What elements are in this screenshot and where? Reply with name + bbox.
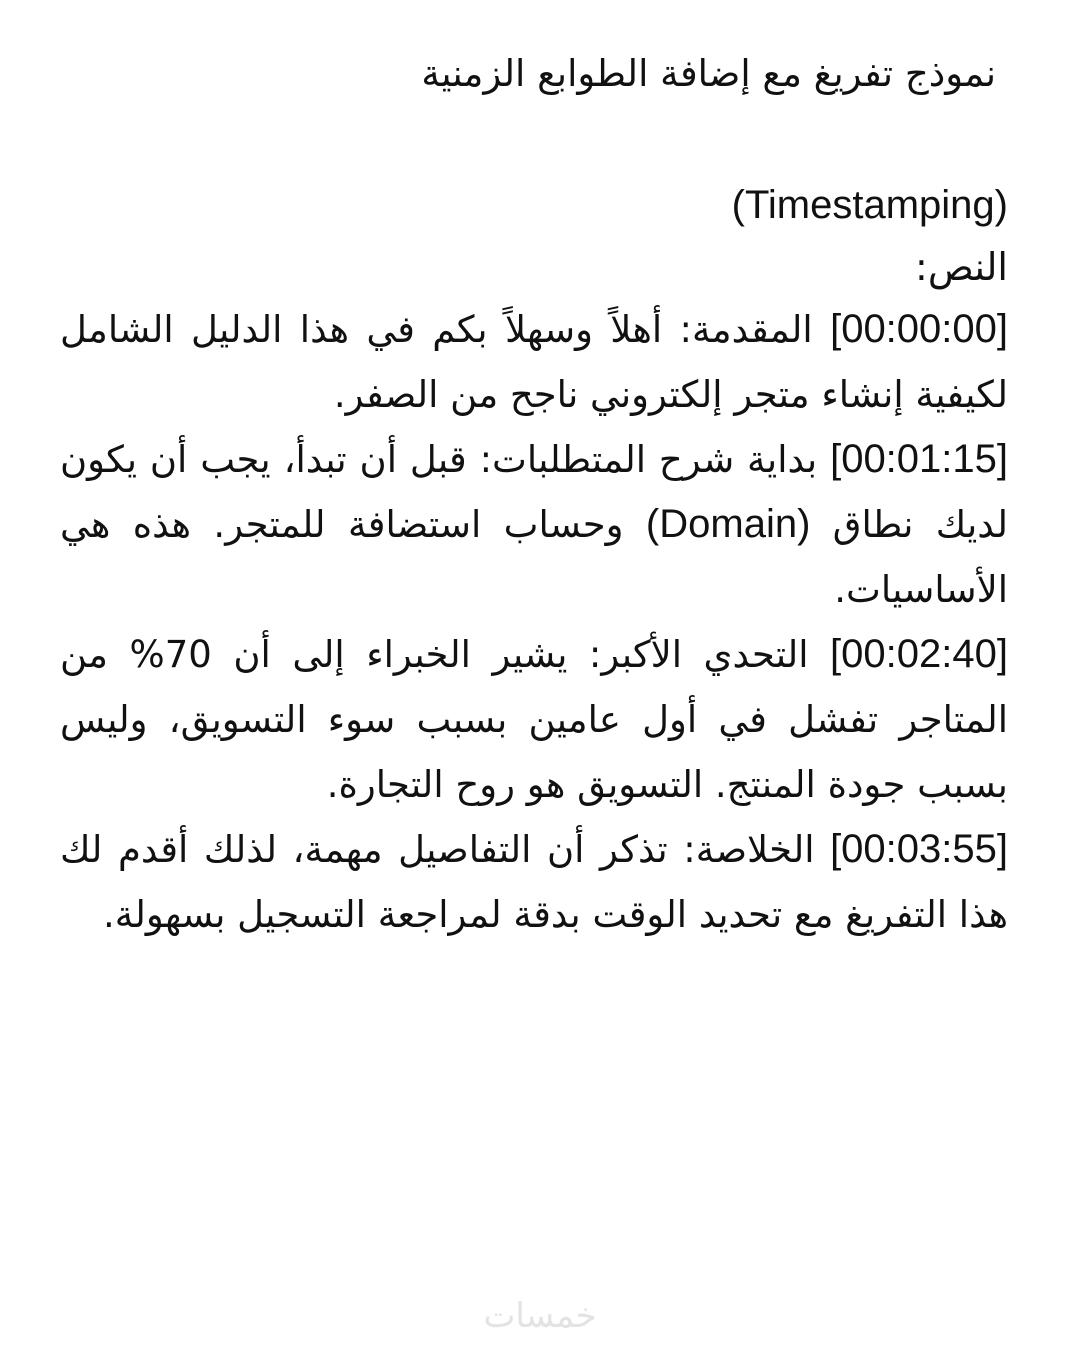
segment-text: الخلاصة: تذكر أن التفاصيل مهمة، لذلك أقدم لك هذا التفريغ مع تحديد الوقت بدقة لمراجعة التسجيل بسهولة. <box>60 828 1008 936</box>
transcript-segment-1 <box>60 297 1008 427</box>
segment-text: التحدي الأكبر: يشير الخبراء إلى أن 70% من المتاجر تفشل في أول عامين بسبب سوء التسويق، وليس بسبب جودة المنتج. التسويق هو روح التجارة. <box>60 633 1008 806</box>
timestamping-label <box>60 172 1008 237</box>
segment-text: بداية شرح المتطلبات: قبل أن تبدأ، يجب أن يكون لديك نطاق <box>60 438 1008 546</box>
segment-timestamp: [00:02:40] <box>830 632 1008 676</box>
document-title: نموذج تفريغ مع إضافة الطوابع الزمنية <box>421 52 996 95</box>
transcript-segment-2 <box>60 427 1008 622</box>
transcript-document <box>60 36 1008 947</box>
timestamping-term: (Timestamping) <box>731 183 1008 227</box>
domain-term: (Domain) <box>645 502 811 546</box>
watermark-logo: خمسات <box>483 1296 597 1336</box>
segment-text-continued: وحساب استضافة للمتجر. هذه هي الأساسيات. <box>60 503 1008 611</box>
transcript-segment-3 <box>60 622 1008 817</box>
segment-timestamp: [00:00:00] <box>830 307 1009 351</box>
segment-timestamp: [00:03:55] <box>830 827 1008 871</box>
segment-text: المقدمة: أهلاً وسهلاً بكم في هذا الدليل الشامل لكيفية إنشاء متجر إلكتروني ناجح من الصفر. <box>60 308 1008 416</box>
segment-timestamp: [00:01:15] <box>830 437 1009 481</box>
transcript-segment-4 <box>60 817 1008 947</box>
text-label: النص: <box>915 245 1008 289</box>
spacer <box>60 112 1008 172</box>
